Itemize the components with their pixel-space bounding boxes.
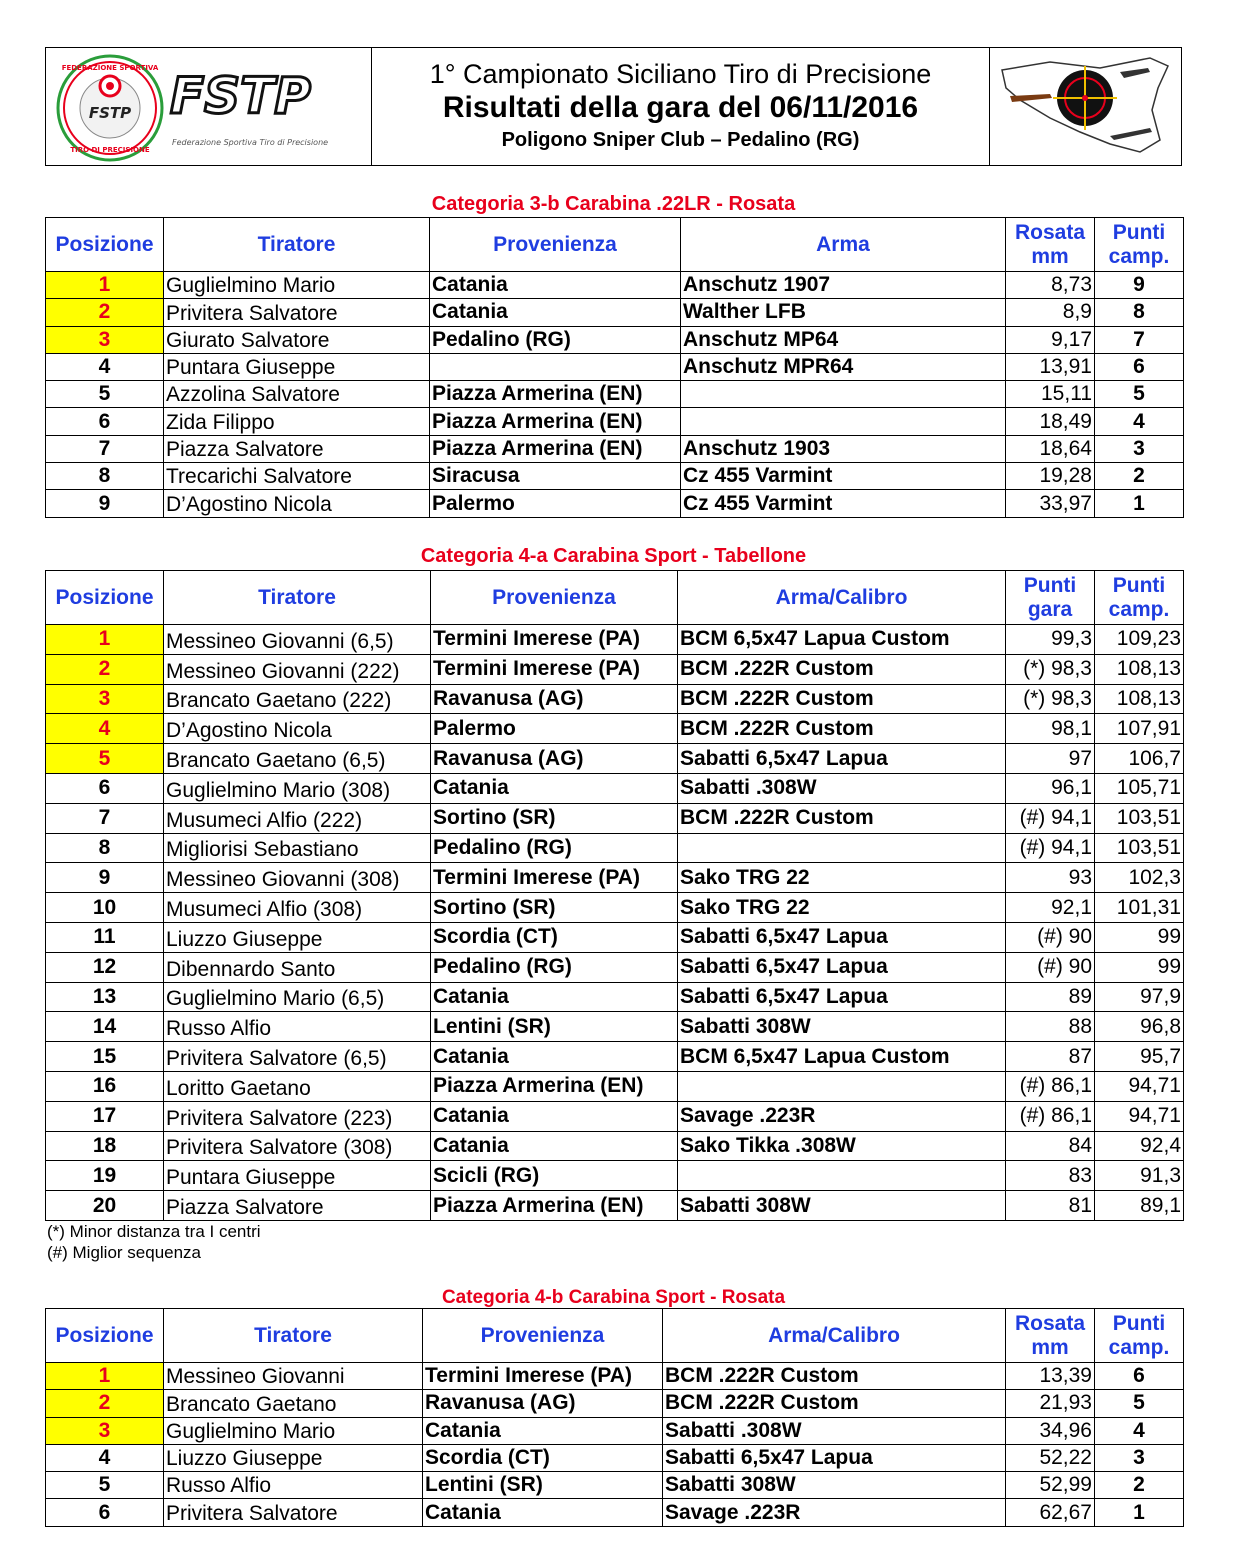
results-table-3b (45, 217, 1184, 518)
cell-shooter: Brancato Gaetano (6,5) (164, 744, 431, 774)
col-header-provenienza: Provenienza (430, 218, 681, 272)
cell-shooter: Loritto Gaetano (164, 1071, 431, 1101)
cell-position: 18 (46, 1131, 164, 1161)
footnote-star: (*) Minor distanza tra I centri (47, 1222, 261, 1241)
cell-score: (#) 94,1 (1006, 803, 1095, 833)
col-header-provenienza: Provenienza (423, 1309, 663, 1363)
cell-origin: Piazza Armerina (EN) (430, 435, 681, 462)
cell-shooter: Musumeci Alfio (222) (164, 803, 431, 833)
table-row (46, 1161, 1184, 1191)
cell-position: 4 (46, 714, 164, 744)
col-header-punti-gara: Punti gara (1006, 571, 1095, 625)
cell-shooter: Migliorisi Sebastiano (164, 833, 431, 863)
cell-origin: Catania (430, 272, 681, 299)
cell-points: 2 (1095, 463, 1184, 490)
cell-points: 99 (1095, 922, 1184, 952)
table-row (46, 1071, 1184, 1101)
cell-score: 8,9 (1006, 299, 1095, 326)
cell-shooter: Russo Alfio (164, 1472, 423, 1499)
cell-shooter: Piazza Salvatore (164, 1191, 431, 1221)
cell-shooter: Dibennardo Santo (164, 952, 431, 982)
cell-points: 91,3 (1095, 1161, 1184, 1191)
table-header-row (46, 218, 1184, 272)
cell-points: 1 (1095, 1499, 1184, 1526)
cell-score: 34,96 (1006, 1417, 1095, 1444)
cell-position: 3 (46, 326, 164, 353)
cell-weapon: Sabatti 6,5x47 Lapua (678, 922, 1006, 952)
col-header-tiratore: Tiratore (164, 571, 431, 625)
cell-points: 103,51 (1095, 803, 1184, 833)
table-row (46, 1042, 1184, 1072)
cell-position: 3 (46, 684, 164, 714)
cell-points: 108,13 (1095, 654, 1184, 684)
cell-score: 18,49 (1006, 408, 1095, 435)
cell-weapon: Savage .223R (678, 1101, 1006, 1131)
cell-shooter: Puntara Giuseppe (164, 1161, 431, 1191)
col-header-tiratore: Tiratore (164, 218, 430, 272)
cell-position: 6 (46, 408, 164, 435)
cell-weapon: Sabatti 6,5x47 Lapua (678, 952, 1006, 982)
cell-origin (430, 353, 681, 380)
cell-shooter: Messineo Giovanni (222) (164, 654, 431, 684)
cell-origin: Piazza Armerina (EN) (431, 1071, 678, 1101)
cell-shooter: Russo Alfio (164, 1012, 431, 1042)
cell-origin: Termini Imerese (PA) (431, 654, 678, 684)
cell-score: 98,1 (1006, 714, 1095, 744)
table-header-row (46, 571, 1184, 625)
cell-weapon (678, 1071, 1006, 1101)
cell-weapon: BCM 6,5x47 Lapua Custom (678, 1042, 1006, 1072)
table-row (46, 435, 1184, 462)
cell-weapon (678, 833, 1006, 863)
venue-title: Poligono Sniper Club – Pedalino (RG) (501, 129, 860, 151)
document-header (45, 47, 1182, 166)
cell-position: 6 (46, 1499, 164, 1526)
cell-origin: Pedalino (RG) (430, 326, 681, 353)
cell-weapon: BCM .222R Custom (678, 714, 1006, 744)
cell-shooter: Piazza Salvatore (164, 435, 430, 462)
cell-points: 3 (1095, 1444, 1184, 1471)
cell-score: 52,22 (1006, 1444, 1095, 1471)
cell-position: 5 (46, 744, 164, 774)
cell-points: 5 (1095, 381, 1184, 408)
cell-weapon: Anschutz 1903 (681, 435, 1006, 462)
cell-origin: Termini Imerese (PA) (431, 625, 678, 655)
cell-weapon: Anschutz 1907 (681, 272, 1006, 299)
cell-shooter: Guglielmino Mario (164, 272, 430, 299)
table-row (46, 803, 1184, 833)
table-row (46, 833, 1184, 863)
cell-position: 9 (46, 490, 164, 517)
cell-score: 92,1 (1006, 893, 1095, 923)
cell-position: 4 (46, 1444, 164, 1471)
cell-score: 21,93 (1006, 1390, 1095, 1417)
cell-weapon: BCM 6,5x47 Lapua Custom (678, 625, 1006, 655)
cell-position: 15 (46, 1042, 164, 1072)
table-row (46, 684, 1184, 714)
table-row (46, 625, 1184, 655)
table-row (46, 1390, 1184, 1417)
fstp-logo (46, 48, 372, 165)
cell-score: 84 (1006, 1131, 1095, 1161)
table-row (46, 982, 1184, 1012)
cell-points: 4 (1095, 408, 1184, 435)
cell-origin: Catania (430, 299, 681, 326)
cell-weapon: Sabatti 308W (663, 1472, 1006, 1499)
cell-position: 2 (46, 1390, 164, 1417)
cell-score: 89 (1006, 982, 1095, 1012)
cell-shooter: Privitera Salvatore (164, 299, 430, 326)
cell-origin: Catania (431, 773, 678, 803)
cell-score: 99,3 (1006, 625, 1095, 655)
cell-points: 1 (1095, 490, 1184, 517)
cell-shooter: Privitera Salvatore (164, 1499, 423, 1526)
cell-shooter: Privitera Salvatore (223) (164, 1101, 431, 1131)
cell-shooter: Privitera Salvatore (6,5) (164, 1042, 431, 1072)
cell-weapon: BCM .222R Custom (663, 1390, 1006, 1417)
cell-shooter: Brancato Gaetano (164, 1390, 423, 1417)
cell-origin: Catania (431, 982, 678, 1012)
cell-points: 101,31 (1095, 893, 1184, 923)
cell-position: 8 (46, 833, 164, 863)
cell-points: 7 (1095, 326, 1184, 353)
cell-shooter: Giurato Salvatore (164, 326, 430, 353)
cell-weapon: Sako TRG 22 (678, 893, 1006, 923)
cell-weapon: Anschutz MPR64 (681, 353, 1006, 380)
cell-position: 19 (46, 1161, 164, 1191)
cell-position: 10 (46, 893, 164, 923)
cell-score: (*) 98,3 (1006, 684, 1095, 714)
cell-points: 6 (1095, 353, 1184, 380)
col-header-rosata: Rosata mm (1006, 1309, 1095, 1363)
table-row (46, 272, 1184, 299)
col-header-posizione: Posizione (46, 218, 164, 272)
cell-score: 62,67 (1006, 1499, 1095, 1526)
cell-shooter: Guglielmino Mario (6,5) (164, 982, 431, 1012)
cell-points: 108,13 (1095, 684, 1184, 714)
cell-shooter: D’Agostino Nicola (164, 490, 430, 517)
cell-points: 89,1 (1095, 1191, 1184, 1221)
cell-origin: Piazza Armerina (EN) (430, 381, 681, 408)
cell-origin: Ravanusa (AG) (431, 744, 678, 774)
col-header-arma-calibro: Arma/Calibro (678, 571, 1006, 625)
cell-score: 83 (1006, 1161, 1095, 1191)
cell-shooter: Brancato Gaetano (222) (164, 684, 431, 714)
header-title-block (372, 48, 990, 165)
cell-position: 3 (46, 1417, 164, 1444)
cell-score: 52,99 (1006, 1472, 1095, 1499)
cell-shooter: Musumeci Alfio (308) (164, 893, 431, 923)
table-row (46, 353, 1184, 380)
cell-points: 96,8 (1095, 1012, 1184, 1042)
svg-text:FSTP: FSTP (88, 104, 132, 122)
cell-points: 8 (1095, 299, 1184, 326)
cell-weapon (681, 408, 1006, 435)
cell-shooter: Zida Filippo (164, 408, 430, 435)
cell-origin: Catania (423, 1417, 663, 1444)
sicily-map-crosshair-icon (990, 48, 1181, 165)
cell-shooter: Guglielmino Mario (308) (164, 773, 431, 803)
cell-origin: Piazza Armerina (EN) (431, 1191, 678, 1221)
cell-shooter: Privitera Salvatore (308) (164, 1131, 431, 1161)
cell-score: 13,91 (1006, 353, 1095, 380)
table-row (46, 863, 1184, 893)
table-row (46, 654, 1184, 684)
cell-shooter: Messineo Giovanni (164, 1363, 423, 1390)
cell-weapon: Sabatti 6,5x47 Lapua (678, 744, 1006, 774)
col-header-rosata: Rosata mm (1006, 218, 1095, 272)
cell-origin: Siracusa (430, 463, 681, 490)
cell-origin: Lentini (SR) (423, 1472, 663, 1499)
cell-position: 2 (46, 654, 164, 684)
cell-score: 81 (1006, 1191, 1095, 1221)
cell-position: 9 (46, 863, 164, 893)
cell-points: 2 (1095, 1472, 1184, 1499)
cell-position: 4 (46, 353, 164, 380)
table-row (46, 1444, 1184, 1471)
cell-position: 13 (46, 982, 164, 1012)
cell-origin: Palermo (430, 490, 681, 517)
col-header-arma: Arma (681, 218, 1006, 272)
table-row (46, 714, 1184, 744)
cell-origin: Termini Imerese (PA) (423, 1363, 663, 1390)
cell-weapon: BCM .222R Custom (663, 1363, 1006, 1390)
cell-origin: Ravanusa (AG) (431, 684, 678, 714)
table-row (46, 381, 1184, 408)
cell-points: 6 (1095, 1363, 1184, 1390)
cell-points: 102,3 (1095, 863, 1184, 893)
cell-score: 18,64 (1006, 435, 1095, 462)
table-row (46, 1101, 1184, 1131)
cell-points: 107,91 (1095, 714, 1184, 744)
cell-position: 11 (46, 922, 164, 952)
cell-shooter: Messineo Giovanni (6,5) (164, 625, 431, 655)
col-header-arma-calibro: Arma/Calibro (663, 1309, 1006, 1363)
cell-weapon: Sako TRG 22 (678, 863, 1006, 893)
cell-weapon: Savage .223R (663, 1499, 1006, 1526)
cell-position: 8 (46, 463, 164, 490)
cell-score: (#) 90 (1006, 952, 1095, 982)
cell-origin: Ravanusa (AG) (423, 1390, 663, 1417)
col-header-punti-camp: Punti camp. (1095, 1309, 1184, 1363)
cell-score: 87 (1006, 1042, 1095, 1072)
cell-score: 13,39 (1006, 1363, 1095, 1390)
cell-score: (#) 94,1 (1006, 833, 1095, 863)
cell-weapon: Sabatti .308W (678, 773, 1006, 803)
cell-points: 105,71 (1095, 773, 1184, 803)
cell-weapon: BCM .222R Custom (678, 803, 1006, 833)
cell-origin: Scicli (RG) (431, 1161, 678, 1191)
cell-points: 4 (1095, 1417, 1184, 1444)
cell-weapon: Walther LFB (681, 299, 1006, 326)
cell-score: (#) 86,1 (1006, 1071, 1095, 1101)
table-row (46, 893, 1184, 923)
cell-points: 97,9 (1095, 982, 1184, 1012)
cell-weapon: Anschutz MP64 (681, 326, 1006, 353)
cell-shooter: Trecarichi Salvatore (164, 463, 430, 490)
cell-weapon: Sabatti 308W (678, 1012, 1006, 1042)
cell-position: 1 (46, 272, 164, 299)
cell-weapon: Cz 455 Varmint (681, 463, 1006, 490)
cell-shooter: Guglielmino Mario (164, 1417, 423, 1444)
cell-points: 94,71 (1095, 1101, 1184, 1131)
cell-origin: Pedalino (RG) (431, 952, 678, 982)
cell-weapon (681, 381, 1006, 408)
cell-position: 7 (46, 803, 164, 833)
col-header-tiratore: Tiratore (164, 1309, 423, 1363)
cell-score: (#) 90 (1006, 922, 1095, 952)
cell-score: (#) 86,1 (1006, 1101, 1095, 1131)
table-row (46, 1191, 1184, 1221)
footnote-hash: (#) Miglior sequenza (47, 1243, 202, 1262)
table-header-row (46, 1309, 1184, 1363)
svg-text:TIRO DI PRECISIONE: TIRO DI PRECISIONE (70, 146, 150, 154)
cell-weapon (678, 1161, 1006, 1191)
cell-origin: Catania (431, 1131, 678, 1161)
cell-score: (*) 98,3 (1006, 654, 1095, 684)
table-row (46, 1012, 1184, 1042)
cell-score: 8,73 (1006, 272, 1095, 299)
cell-position: 7 (46, 435, 164, 462)
cell-weapon: BCM .222R Custom (678, 684, 1006, 714)
cell-points: 109,23 (1095, 625, 1184, 655)
table-row (46, 1131, 1184, 1161)
cell-score: 15,11 (1006, 381, 1095, 408)
cell-weapon: Sabatti .308W (663, 1417, 1006, 1444)
cell-points: 5 (1095, 1390, 1184, 1417)
cell-weapon: Sabatti 6,5x47 Lapua (678, 982, 1006, 1012)
cell-weapon: BCM .222R Custom (678, 654, 1006, 684)
cell-points: 9 (1095, 272, 1184, 299)
section-title-4b: Categoria 4-b Carabina Sport - Rosata (441, 1287, 786, 1308)
cell-position: 17 (46, 1101, 164, 1131)
cell-shooter: Liuzzo Giuseppe (164, 922, 431, 952)
cell-position: 1 (46, 1363, 164, 1390)
section-title-4a: Categoria 4-a Carabina Sport - Tabellone (420, 545, 807, 567)
results-table-4a (45, 570, 1184, 1221)
table-row (46, 408, 1184, 435)
cell-origin: Catania (431, 1101, 678, 1131)
cell-position: 1 (46, 625, 164, 655)
cell-score: 93 (1006, 863, 1095, 893)
table-row (46, 744, 1184, 774)
table-row (46, 1417, 1184, 1444)
fstp-logo-icon (46, 48, 369, 165)
col-header-posizione: Posizione (46, 1309, 164, 1363)
cell-points: 92,4 (1095, 1131, 1184, 1161)
cell-shooter: Messineo Giovanni (308) (164, 863, 431, 893)
cell-score: 19,28 (1006, 463, 1095, 490)
table-row (46, 1363, 1184, 1390)
col-header-punti-camp: Punti camp. (1095, 218, 1184, 272)
results-title: Risultati della gara del 06/11/2016 (442, 91, 919, 124)
sicily-map-logo (990, 48, 1181, 165)
cell-points: 95,7 (1095, 1042, 1184, 1072)
cell-origin: Sortino (SR) (431, 803, 678, 833)
cell-weapon: Sabatti 308W (678, 1191, 1006, 1221)
cell-position: 12 (46, 952, 164, 982)
cell-points: 3 (1095, 435, 1184, 462)
cell-position: 20 (46, 1191, 164, 1221)
cell-origin: Scordia (CT) (423, 1444, 663, 1471)
cell-position: 2 (46, 299, 164, 326)
cell-position: 6 (46, 773, 164, 803)
cell-origin: Scordia (CT) (431, 922, 678, 952)
cell-position: 16 (46, 1071, 164, 1101)
table-row (46, 326, 1184, 353)
cell-score: 88 (1006, 1012, 1095, 1042)
cell-points: 99 (1095, 952, 1184, 982)
cell-score: 9,17 (1006, 326, 1095, 353)
table-row (46, 299, 1184, 326)
cell-shooter: Liuzzo Giuseppe (164, 1444, 423, 1471)
cell-position: 5 (46, 381, 164, 408)
table-row (46, 1499, 1184, 1526)
cell-position: 14 (46, 1012, 164, 1042)
table-row (46, 952, 1184, 982)
cell-position: 5 (46, 1472, 164, 1499)
svg-text:FSTP: FSTP (170, 67, 311, 125)
cell-origin: Termini Imerese (PA) (431, 863, 678, 893)
cell-weapon: Cz 455 Varmint (681, 490, 1006, 517)
cell-shooter: Puntara Giuseppe (164, 353, 430, 380)
cell-points: 94,71 (1095, 1071, 1184, 1101)
table-row (46, 922, 1184, 952)
cell-origin: Palermo (431, 714, 678, 744)
results-table-4b (45, 1308, 1184, 1527)
section-title-3b: Categoria 3-b Carabina .22LR - Rosata (431, 193, 796, 215)
cell-origin: Lentini (SR) (431, 1012, 678, 1042)
cell-origin: Catania (423, 1499, 663, 1526)
championship-title: 1° Campionato Siciliano Tiro di Precisione (429, 59, 932, 89)
col-header-punti-camp: Punti camp. (1095, 571, 1184, 625)
table-row (46, 773, 1184, 803)
cell-origin: Piazza Armerina (EN) (430, 408, 681, 435)
cell-origin: Sortino (SR) (431, 893, 678, 923)
col-header-posizione: Posizione (46, 571, 164, 625)
svg-text:FEDERAZIONE SPORTIVA: FEDERAZIONE SPORTIVA (61, 64, 159, 72)
svg-text:Federazione Sportiva Tiro di P: Federazione Sportiva Tiro di Precisione (172, 138, 329, 147)
cell-weapon: Sako Tikka .308W (678, 1131, 1006, 1161)
cell-origin: Pedalino (RG) (431, 833, 678, 863)
table-row (46, 1472, 1184, 1499)
cell-points: 103,51 (1095, 833, 1184, 863)
cell-weapon: Sabatti 6,5x47 Lapua (663, 1444, 1006, 1471)
cell-score: 97 (1006, 744, 1095, 774)
col-header-provenienza: Provenienza (431, 571, 678, 625)
cell-shooter: Azzolina Salvatore (164, 381, 430, 408)
cell-score: 96,1 (1006, 773, 1095, 803)
table-row (46, 490, 1184, 517)
cell-score: 33,97 (1006, 490, 1095, 517)
table-row (46, 463, 1184, 490)
cell-origin: Catania (431, 1042, 678, 1072)
cell-points: 106,7 (1095, 744, 1184, 774)
cell-shooter: D’Agostino Nicola (164, 714, 431, 744)
